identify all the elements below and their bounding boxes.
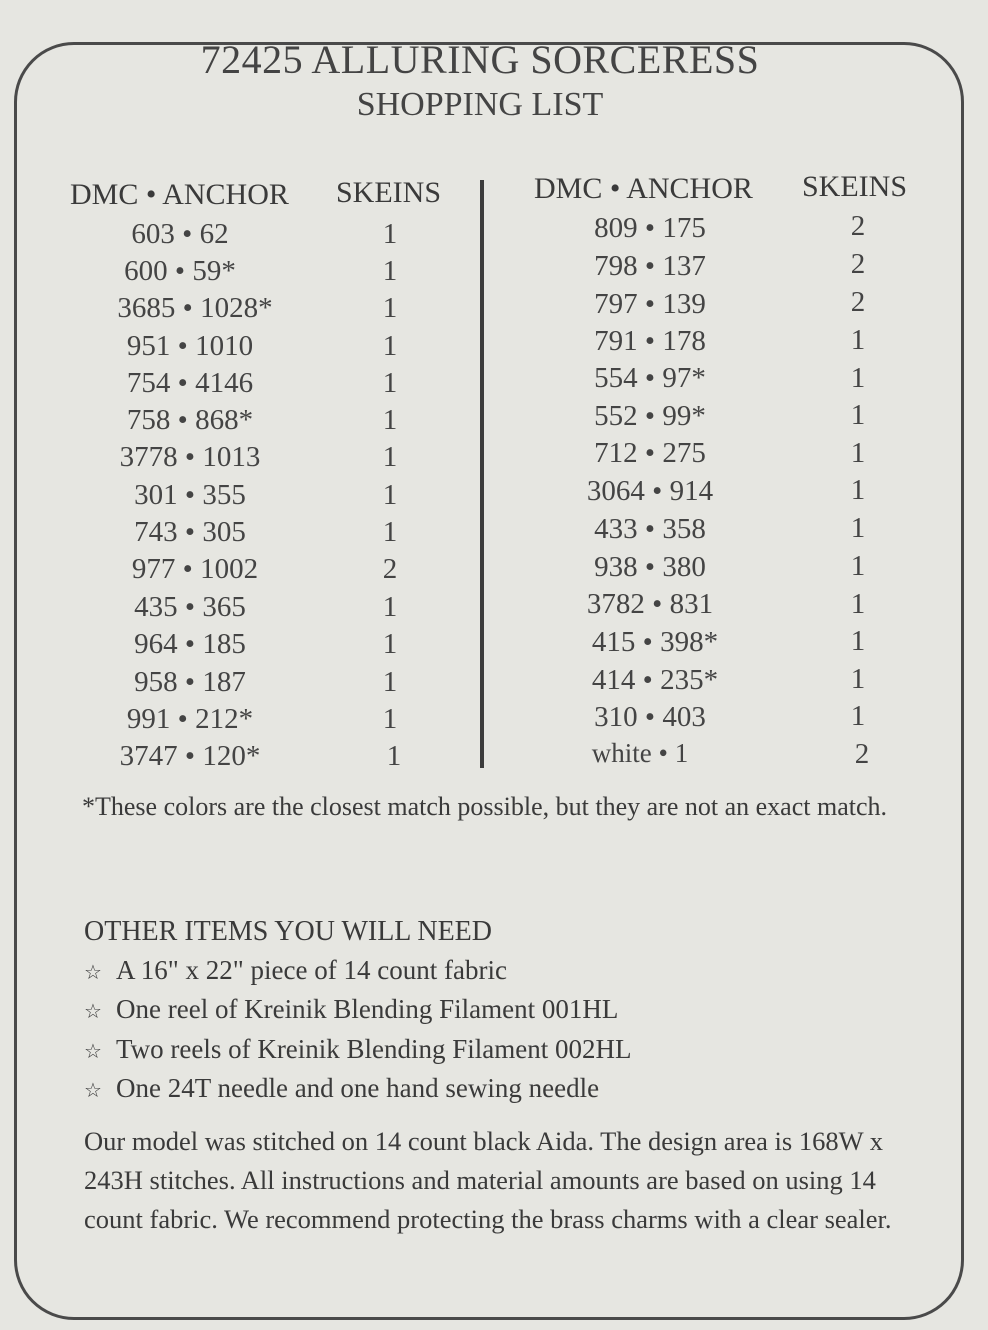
right-row-code: 433 • 358 — [594, 513, 706, 545]
left-row-code: 754 • 4146 — [126, 367, 254, 399]
left-row-code: 977 • 1002 — [131, 553, 259, 585]
right-row-code: 414 • 235* — [591, 664, 719, 696]
left-row-skeins: 1 — [382, 292, 398, 324]
star-outline-icon: ☆ — [84, 1078, 102, 1102]
left-row-skeins: 1 — [382, 218, 398, 250]
list-item — [84, 955, 507, 986]
model-note: Our model was stitched on 14 count black Aida. The design area is 168W x 243H stitches. All instructions and material amounts are based on using 14 count fabric. We recommend protecting the brass charms with a clear sealer. — [84, 1126, 892, 1234]
left-row-skeins: 1 — [386, 740, 402, 772]
left-row-skeins: 1 — [382, 666, 398, 698]
list-item — [84, 994, 618, 1025]
star-outline-icon: ☆ — [84, 999, 102, 1023]
right-row-skeins: 1 — [850, 399, 866, 431]
right-row-code: 809 • 175 — [594, 212, 706, 244]
left-row-code: 991 • 212* — [126, 703, 254, 735]
left-row-code: 600 • 59* — [124, 255, 236, 287]
right-row-skeins: 2 — [850, 286, 866, 318]
other-items-heading: OTHER ITEMS YOU WILL NEED — [84, 916, 493, 947]
left-row-skeins: 1 — [382, 330, 398, 362]
left-row-skeins: 1 — [382, 703, 398, 735]
left-row-skeins: 1 — [382, 516, 398, 548]
page-title: 72425 ALLURING SORCERESS — [200, 37, 760, 82]
left-row-code: 301 • 355 — [134, 479, 246, 511]
right-row-code: 712 • 275 — [594, 437, 706, 469]
left-row-skeins: 1 — [382, 479, 398, 511]
right-row-skeins: 1 — [850, 588, 866, 620]
left-row-skeins: 1 — [382, 255, 398, 287]
right-row-code: 3064 • 914 — [586, 475, 714, 507]
column-divider — [480, 180, 484, 768]
right-row-code: 791 • 178 — [594, 325, 706, 357]
left-row-skeins: 2 — [382, 553, 398, 585]
right-row-code: 552 • 99* — [594, 400, 706, 432]
right-row-code: 415 • 398* — [591, 626, 719, 658]
left-row-code: 3778 • 1013 — [119, 441, 261, 473]
right-col-header-code: DMC • ANCHOR — [534, 172, 753, 205]
left-row-skeins: 1 — [382, 441, 398, 473]
right-row-code: 310 • 403 — [594, 701, 706, 733]
right-row-skeins: 2 — [854, 738, 870, 770]
left-row-skeins: 1 — [382, 367, 398, 399]
right-row-skeins: 1 — [850, 663, 866, 695]
star-outline-icon: ☆ — [84, 960, 102, 984]
left-row-skeins: 1 — [382, 591, 398, 623]
list-item-text: Two reels of Kreinik Blending Filament 002HL — [116, 1034, 632, 1064]
left-row-code: 603 • 62 — [131, 218, 229, 250]
right-row-code: 938 • 380 — [594, 551, 706, 583]
left-col-header-code: DMC • ANCHOR — [70, 178, 289, 211]
right-row-skeins: 1 — [850, 700, 866, 732]
left-row-code: 3685 • 1028* — [117, 292, 273, 324]
page-subtitle: SHOPPING LIST — [356, 86, 604, 123]
list-item-text: One reel of Kreinik Blending Filament 001HL — [116, 994, 619, 1024]
right-row-code: white • 1 — [591, 738, 689, 768]
left-row-code: 951 • 1010 — [126, 330, 254, 362]
left-row-code: 435 • 365 — [134, 591, 246, 623]
right-row-skeins: 1 — [850, 550, 866, 582]
left-row-code: 958 • 187 — [134, 666, 246, 698]
right-row-code: 3782 • 831 — [586, 588, 714, 620]
left-row-skeins: 1 — [382, 628, 398, 660]
right-row-skeins: 1 — [850, 362, 866, 394]
right-row-skeins: 1 — [850, 437, 866, 469]
star-outline-icon: ☆ — [84, 1039, 102, 1063]
right-row-skeins: 1 — [850, 324, 866, 356]
list-item-text: One 24T needle and one hand sewing needle — [116, 1073, 600, 1103]
right-row-skeins: 1 — [850, 625, 866, 657]
right-col-header-skeins: SKEINS — [802, 170, 908, 203]
right-row-skeins: 2 — [850, 248, 866, 280]
left-row-code: 964 • 185 — [134, 628, 246, 660]
list-item-text: A 16" x 22" piece of 14 count fabric — [116, 955, 507, 985]
right-row-skeins: 2 — [850, 210, 866, 242]
right-row-code: 798 • 137 — [594, 250, 706, 282]
list-item — [84, 1034, 632, 1065]
left-row-code: 758 • 868* — [126, 404, 254, 436]
left-row-code: 3747 • 120* — [119, 740, 261, 772]
right-row-code: 797 • 139 — [594, 288, 706, 320]
right-row-skeins: 1 — [850, 512, 866, 544]
left-row-skeins: 1 — [382, 404, 398, 436]
right-row-skeins: 1 — [850, 474, 866, 506]
footnote: *These colors are the closest match possible, but they are not an exact match. — [82, 792, 887, 821]
right-row-code: 554 • 97* — [594, 362, 706, 394]
list-item — [84, 1073, 599, 1104]
left-row-code: 743 • 305 — [134, 516, 246, 548]
left-col-header-skeins: SKEINS — [336, 176, 442, 209]
